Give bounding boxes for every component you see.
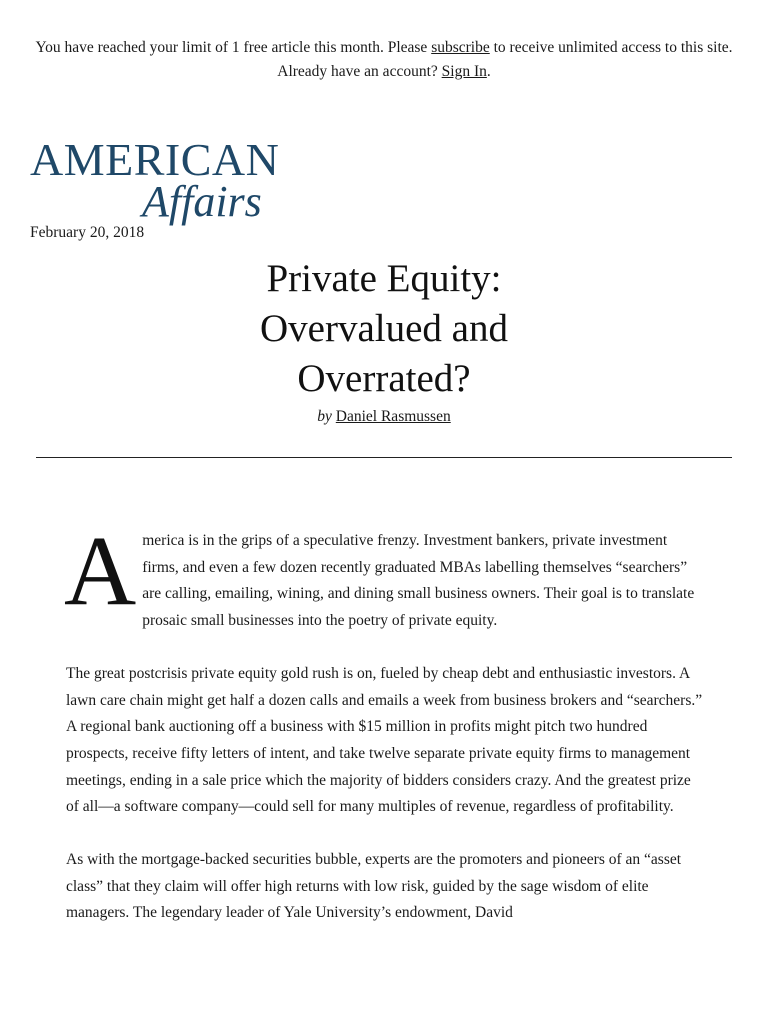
sign-in-link[interactable]: Sign In (441, 63, 487, 80)
paywall-text-end: to receive unlimited access to this site. (489, 39, 733, 56)
drop-cap: A (64, 515, 137, 626)
article-paragraph (64, 515, 706, 635)
publish-date: February 20, 2018 (30, 224, 145, 241)
paywall-text: You have reached your limit of 1 free article this month. Please (35, 39, 432, 56)
by-label: by (317, 408, 332, 425)
paragraph-text: merica is in the grips of a speculative frenzy. Investment bankers, private investment firms, and even a few dozen recently graduated MBAs labelling themselves “searchers” are calling, emailing, wining, and dining small business owners. Their goal is to translate prosaic small businesses into the poetry of private equity. (142, 532, 695, 630)
divider (36, 457, 732, 458)
article-paragraph: As with the mortgage-backed securities bubble, experts are the promoters and pioneers of an “asset class” that they claim will offer high returns with low risk, guided by the sage wisdom of elite managers. The legendary leader of Yale University’s endowment, David (66, 851, 682, 922)
article-body (64, 515, 706, 953)
subscribe-link[interactable]: subscribe (431, 39, 490, 56)
byline (200, 406, 568, 428)
article-paragraph: The great postcrisis private equity gold rush is on, fueled by cheap debt and enthusiastic investors. A lawn care chain might get half a dozen calls and emails a week from business brokers and “searchers.” A regional bank auctioning off a business with $15 million in profits might pitch two hundred prospects, receive fifty letters of intent, and take twelve separate private equity firms to management meetings, ending in a sale price which the majority of bidders considers crazy. And the greatest prize of all—a software company—could sell for many multiples of revenue, regardless of profitability. (66, 664, 703, 816)
account-prompt: Already have an account? (277, 63, 442, 80)
sign-in-period: . (486, 63, 491, 80)
article-title: Private Equity: Overvalued and Overrated? (260, 257, 508, 400)
author-link[interactable]: Daniel Rasmussen (335, 408, 451, 425)
logo-line-affairs: Affairs (142, 177, 262, 226)
logo-line-american: AMERICAN (30, 134, 280, 185)
paywall-notice (30, 36, 738, 84)
american-affairs-logo[interactable] (30, 134, 290, 234)
